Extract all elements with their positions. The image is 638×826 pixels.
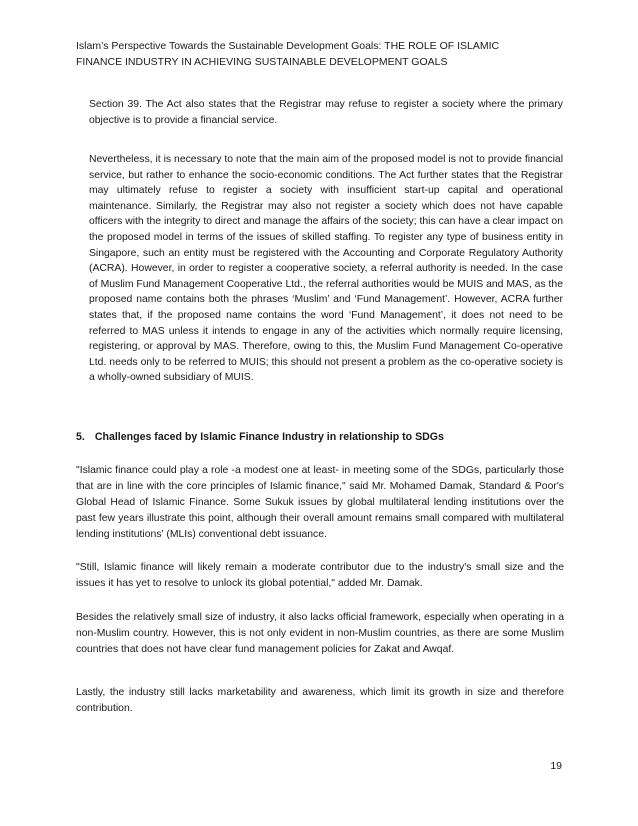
section-5-heading xyxy=(76,431,444,443)
framework-paragraph: Besides the relatively small size of industry, it also lacks official framework, especially when operating in a non-Muslim country. However, this is not only evident in non-Muslim countries, as there are some Muslim countries that does not have clear fund management policies for Zakat and Awqaf. xyxy=(76,612,564,655)
quote-paragraph-1: "Islamic finance could play a role -a modest one at least- in meeting some of the SDGs, particularly those that are in line with the core principles of Islamic finance," said Mr. Mohamed Damak, Standard & Poor's Global Head of Islamic Finance. Some Sukuk issues by global multilateral lending institutions over the past few years illustrate this point, although their overall amount remains small compared with multilateral lending institutions' (MLIs) conventional debt issuance. xyxy=(76,465,564,540)
marketability-paragraph: Lastly, the industry still lacks marketability and awareness, which limit its growth in size and therefore contribution. xyxy=(76,687,564,714)
quote-paragraph-2: "Still, Islamic finance will likely remain a moderate contributor due to the industry's small size and the issues it has yet to resolve to unlock its global potential," added Mr. Damak. xyxy=(76,562,564,589)
running-header xyxy=(76,38,564,70)
nevertheless-paragraph: Nevertheless, it is necessary to note that the main aim of the proposed model is not to provide financial service, but rather to enhance the socio-economic conditions. The Act further states that the Registrar may ultimately refuse to register a society with insufficient start-up capital and operational maintenance. Similarly, the Registrar may also not register a society which does not have capable officers with the integrity to direct and manage the affairs of the society; this can have a clear impact on the proposed model in terms of the issues of skilled staffing. To register any type of business entity in Singapore, such an entity must be registered with the Accounting and Corporate Regulatory Authority (ACRA). However, in order to register a cooperative society, a referral authority is needed. In the case of Muslim Fund Management Cooperative Ltd., the referral authorities would be MUIS and MAS, as the proposed name contains both the phrases ‘Muslim’ and ‘Fund Management’. However, ACRA further states that, if the proposed name contains the word ‘Fund Management’, it does not need to be referred to MAS unless it intends to engage in any of the activities which normally require licensing, registering, or approval by MAS. Therefore, owing to this, the Muslim Fund Management Co-operative Ltd. needs only to be referred to MUIS; this should not present a problem as the co-operative society is a wholly-owned subsidiary of MUIS. xyxy=(89,154,563,384)
section-39-paragraph: Section 39. The Act also states that the Registrar may refuse to register a society where the primary objective is to provide a financial service. xyxy=(89,99,563,126)
section-5-title: Challenges faced by Islamic Finance Industry in relationship to SDGs xyxy=(94,431,444,443)
header-line-2: FINANCE INDUSTRY IN ACHIEVING SUSTAINABLE DEVELOPMENT GOALS xyxy=(76,56,448,68)
section-5-number: 5. xyxy=(76,431,85,443)
header-line-1: Islam’s Perspective Towards the Sustainable Development Goals: THE ROLE OF ISLAMIC xyxy=(76,40,500,52)
page-number: 19 xyxy=(550,760,562,772)
